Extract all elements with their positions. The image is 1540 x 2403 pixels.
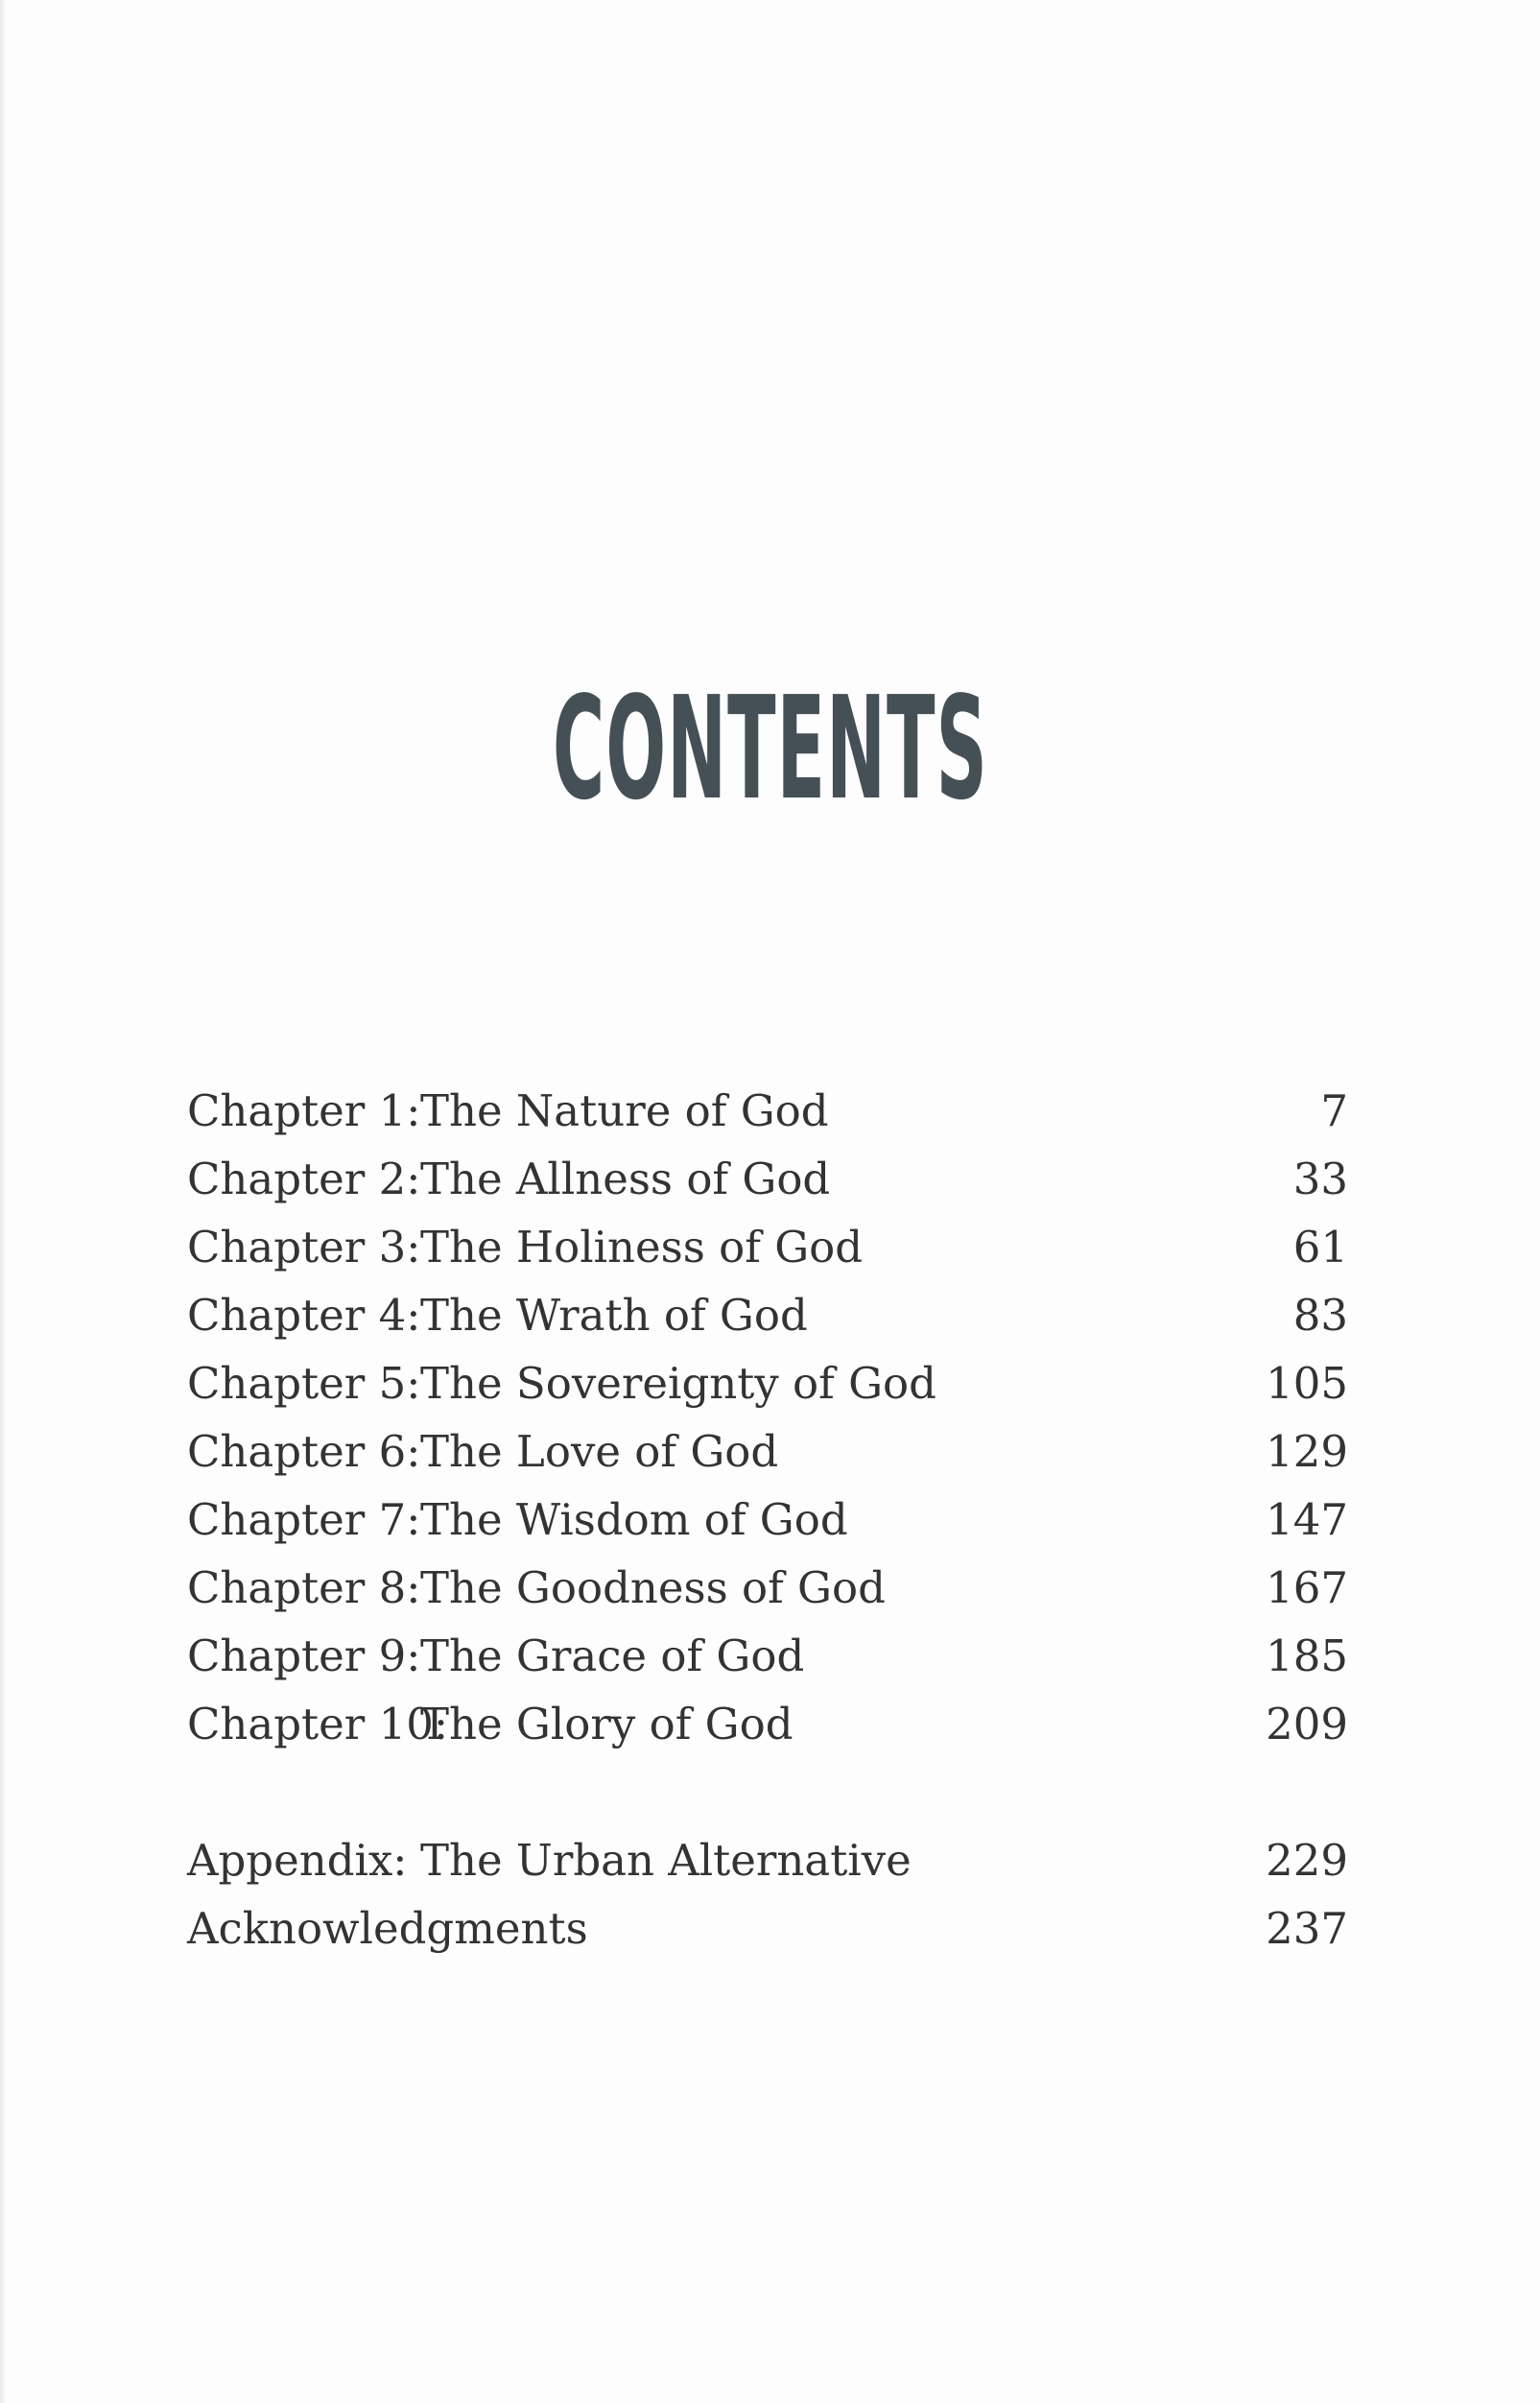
chapter-title: The Allness of God	[420, 1154, 831, 1204]
table-of-contents	[187, 1077, 1348, 1963]
chapter-title: The Goodness of God	[420, 1562, 886, 1613]
page-number: 105	[1266, 1358, 1348, 1409]
chapter-label: Chapter 10:	[187, 1699, 448, 1749]
chapter-title: The Nature of God	[420, 1085, 829, 1136]
chapter-title: The Grace of God	[420, 1630, 805, 1681]
chapter-label: Chapter 5:	[187, 1358, 421, 1409]
toc-row-chapter-1[interactable]	[187, 1077, 1348, 1145]
toc-row-chapter-3[interactable]	[187, 1213, 1348, 1281]
acknowledgments-label: Acknowledgments	[187, 1903, 588, 1954]
toc-row-chapter-2[interactable]	[187, 1145, 1348, 1213]
page-number: 61	[1292, 1222, 1348, 1273]
toc-row-appendix[interactable]	[187, 1826, 1348, 1894]
toc-row-chapter-8[interactable]	[187, 1554, 1348, 1622]
toc-row-chapter-5[interactable]	[187, 1349, 1348, 1417]
chapter-title: The Wrath of God	[420, 1290, 808, 1341]
chapter-label: Chapter 8:	[187, 1562, 421, 1613]
chapter-label: Chapter 7:	[187, 1494, 421, 1545]
page-edge	[0, 0, 6, 2403]
appendix-title: The Urban Alternative	[420, 1835, 912, 1886]
section-spacer	[187, 1758, 1348, 1826]
page-number: 209	[1266, 1699, 1348, 1749]
contents-heading	[0, 662, 1540, 835]
appendix-label: Appendix:	[187, 1835, 408, 1886]
chapter-title: The Love of God	[420, 1426, 779, 1477]
toc-row-acknowledgments[interactable]	[187, 1894, 1348, 1963]
chapter-title: The Wisdom of God	[420, 1494, 848, 1545]
chapter-title: The Glory of God	[420, 1699, 794, 1749]
contents-heading-text: CONTENTS	[552, 666, 988, 831]
page-number: 83	[1292, 1290, 1348, 1341]
toc-row-chapter-10[interactable]	[187, 1690, 1348, 1758]
page-number: 33	[1292, 1154, 1348, 1204]
toc-row-chapter-7[interactable]	[187, 1486, 1348, 1554]
chapter-title: The Holiness of God	[420, 1222, 864, 1273]
page-number: 167	[1266, 1562, 1348, 1613]
page-number: 129	[1266, 1426, 1348, 1477]
chapter-label: Chapter 2:	[187, 1154, 421, 1204]
page-number: 147	[1266, 1494, 1348, 1545]
page-number: 7	[1320, 1085, 1348, 1136]
chapter-label: Chapter 1:	[187, 1085, 421, 1136]
toc-row-chapter-9[interactable]	[187, 1622, 1348, 1690]
toc-row-chapter-4[interactable]	[187, 1281, 1348, 1349]
chapter-label: Chapter 3:	[187, 1222, 421, 1273]
page-number: 229	[1266, 1835, 1348, 1886]
chapter-label: Chapter 4:	[187, 1290, 421, 1341]
chapter-title: The Sovereignty of God	[420, 1358, 936, 1409]
toc-row-chapter-6[interactable]	[187, 1417, 1348, 1486]
page-number: 185	[1266, 1630, 1348, 1681]
page-number: 237	[1266, 1903, 1348, 1954]
chapter-label: Chapter 6:	[187, 1426, 421, 1477]
chapter-label: Chapter 9:	[187, 1630, 421, 1681]
